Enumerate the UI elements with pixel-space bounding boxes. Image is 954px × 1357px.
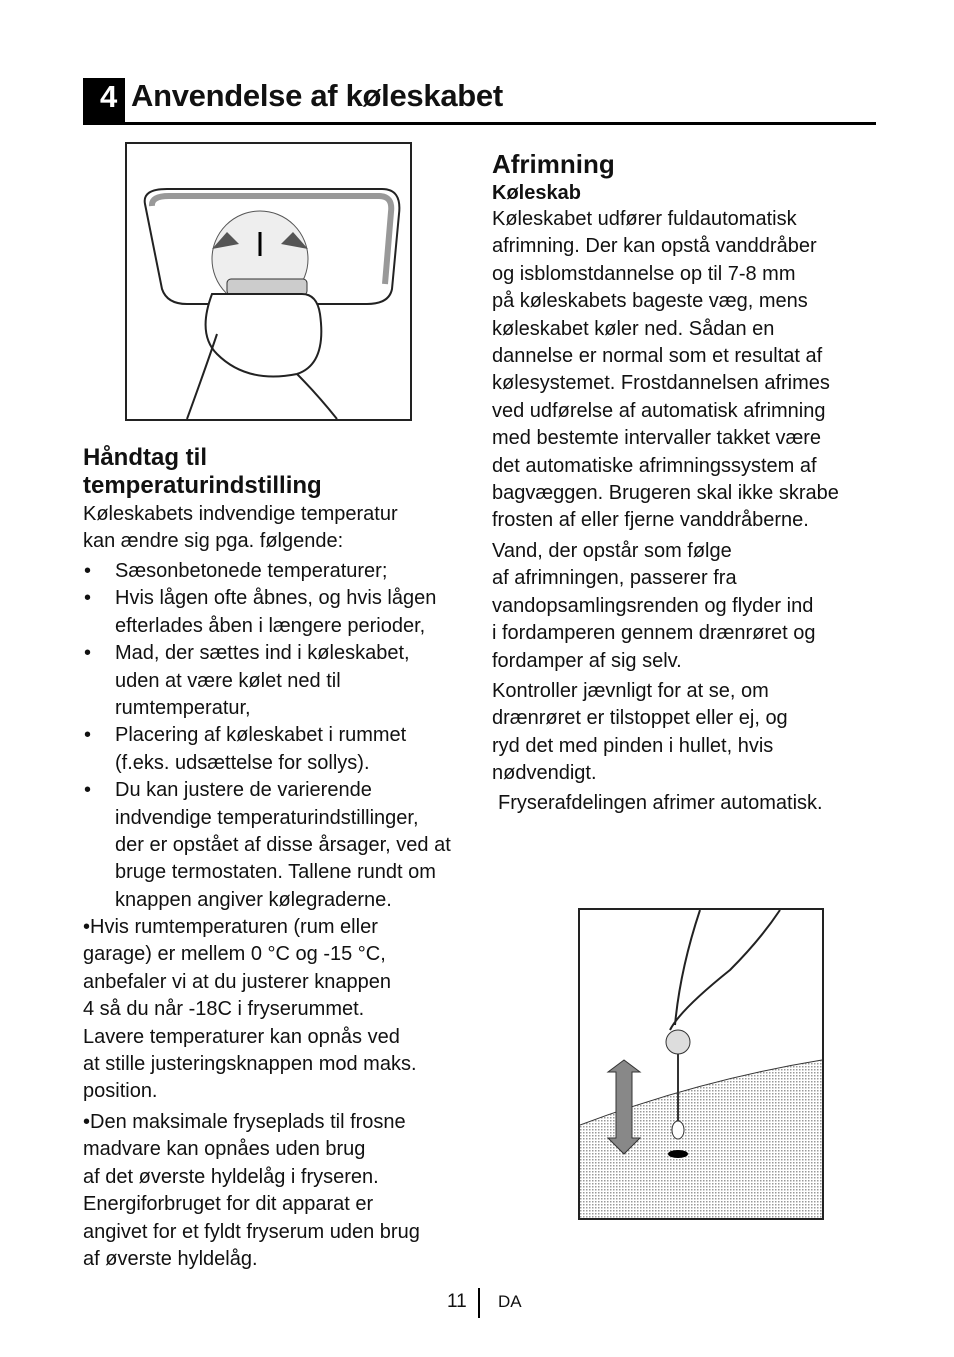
subheading-fridge: Køleskab	[492, 182, 581, 204]
bullet-item	[84, 777, 451, 914]
drain-paragraph	[492, 538, 816, 675]
title-rule	[125, 122, 876, 125]
text-line: •Den maksimale fryseplads til frosne	[83, 1111, 406, 1133]
text-line: der er opstået af disse årsager, ved at	[115, 833, 451, 856]
text-line: Du kan justere de varierende	[115, 779, 372, 802]
text-line: vandopsamlingsrenden og flyder ind	[492, 594, 814, 617]
text-line: Mad, der sættes ind i køleskabet,	[115, 642, 410, 665]
text-line: rumtemperatur,	[115, 696, 251, 719]
text-line: Hvis lågen ofte åbnes, og hvis lågen	[115, 587, 437, 610]
language-code: DA	[498, 1292, 522, 1311]
bullet-item	[84, 722, 451, 777]
text-line: dannelse er normal som et resultat af	[492, 344, 823, 367]
section-number: 4	[100, 79, 118, 114]
thermostat-knob-illustration	[125, 142, 412, 421]
text-line: at stille justeringsknappen mod maks.	[83, 1052, 417, 1075]
room-temperature-paragraph	[83, 914, 417, 1106]
section-heading-thermostat	[83, 444, 322, 500]
text-line: Lavere temperaturer kan opnås ved	[83, 1025, 400, 1048]
bullet-item	[84, 640, 451, 722]
text-line: i fordamperen gennem drænrøret og	[492, 622, 816, 645]
defrost-paragraph	[492, 206, 839, 535]
freezer-defrost-note	[498, 790, 823, 817]
bullet-list	[84, 558, 451, 914]
text-line: Fryserafdelingen afrimer automatisk.	[498, 792, 823, 814]
heading-line: temperaturindstilling	[83, 472, 322, 499]
footer-divider	[478, 1288, 480, 1318]
text-line: bagvæggen. Brugeren skal ikke skrabe	[492, 481, 839, 504]
text-line: frosten af eller fjerne vanddråberne.	[492, 509, 809, 532]
text-line: •Hvis rumtemperaturen (rum eller	[83, 916, 378, 938]
text-line: position.	[83, 1080, 158, 1103]
bullet-icon: •	[84, 724, 92, 747]
text-line: 4 så du når -18C i fryserummet.	[83, 998, 365, 1021]
bullet-icon: •	[84, 560, 92, 582]
text-line: på køleskabets bageste væg, mens	[492, 290, 808, 313]
bullet-icon: •	[84, 779, 92, 802]
text-line: Placering af køleskabet i rummet	[115, 724, 407, 747]
text-line: drænrøret er tilstoppet eller ej, og	[492, 707, 788, 730]
heading-line: Håndtag til	[83, 444, 207, 471]
intro-paragraph	[83, 501, 398, 556]
text-line: Køleskabet udfører fuldautomatisk	[492, 208, 797, 230]
text-line: madvare kan opnåes uden brug	[83, 1138, 366, 1161]
text-line: bruge termostaten. Tallene rundt om	[115, 861, 436, 884]
text-line: af det øverste hyldelåg i fryseren.	[83, 1165, 379, 1188]
page-title: Anvendelse af køleskabet	[131, 78, 503, 113]
text-line: køleskabet køler ned. Sådan en	[492, 317, 775, 340]
text-line: af øverste hyldelåg.	[83, 1247, 258, 1270]
text-line: afrimning. Der kan opstå vanddråber	[492, 235, 817, 258]
text-line: indvendige temperaturindstillinger,	[115, 806, 419, 829]
text-line: kølesystemet. Frostdannelsen afrimes	[492, 372, 830, 395]
text-line: angivet for et fyldt fryserum uden brug	[83, 1220, 420, 1243]
text-line: kan ændre sig pga. følgende:	[83, 530, 344, 553]
text-line: uden at være kølet ned til	[115, 669, 341, 692]
bullet-icon: •	[84, 587, 92, 610]
bullet-icon: •	[84, 642, 92, 665]
drain-cleaning-illustration	[578, 908, 824, 1220]
text-line: (f.eks. udsættelse for sollys).	[115, 751, 370, 774]
text-line: Køleskabets indvendige temperatur	[83, 503, 398, 525]
text-line: ryd det med pinden i hullet, hvis	[492, 734, 774, 757]
text-line: fordamper af sig selv.	[492, 649, 682, 672]
text-line: garage) er mellem 0 °C og -15 °C,	[83, 943, 386, 966]
text-line: Energiforbruget for dit apparat er	[83, 1193, 374, 1216]
bullet-item	[84, 558, 451, 585]
section-heading-defrost: Afrimning	[492, 149, 615, 179]
text-line: Vand, der opstår som følge	[492, 540, 732, 562]
freezer-space-paragraph	[83, 1109, 420, 1273]
text-line: knappen angiver kølegraderne.	[115, 888, 392, 911]
text-line: Kontroller jævnligt for at se, om	[492, 680, 769, 702]
text-line: det automatiske afrimningssystem af	[492, 454, 817, 477]
text-line: efterlades åben i længere perioder,	[115, 614, 426, 637]
text-line: Sæsonbetonede temperaturer;	[115, 560, 388, 582]
text-line: anbefaler vi at du justerer knappen	[83, 970, 391, 993]
page-number: 11	[447, 1291, 467, 1312]
bullet-item	[84, 585, 451, 640]
text-line: nødvendigt.	[492, 762, 597, 785]
text-line: med bestemte intervaller takket være	[492, 427, 822, 450]
text-line: af afrimningen, passerer fra	[492, 567, 737, 590]
text-line: ved udførelse af automatisk afrimning	[492, 399, 826, 422]
check-drain-paragraph	[492, 678, 788, 788]
text-line: og isblomstdannelse op til 7-8 mm	[492, 262, 796, 285]
